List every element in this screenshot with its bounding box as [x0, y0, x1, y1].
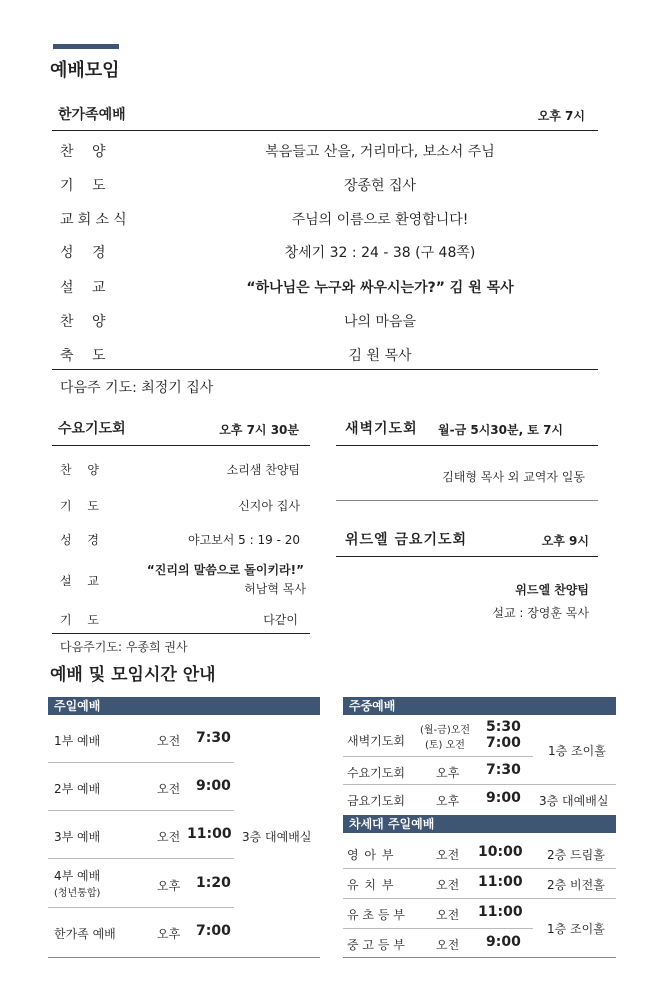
weekday-row-ampm: 오후 — [436, 794, 460, 808]
weekday-row-time: 5:30 — [486, 719, 521, 735]
friday-time: 오후 9시 — [541, 534, 589, 548]
nextgen-row-name: 영 아 부 — [347, 848, 395, 862]
family-row-label: 교회소식 — [60, 212, 131, 228]
row-divider — [343, 756, 533, 757]
friday-sermon: 설교 : 장영훈 목사 — [492, 606, 589, 620]
weekday-row-time: 7:30 — [486, 762, 521, 778]
sunday-row-time: 7:30 — [196, 730, 231, 746]
family-row-label: 축 도 — [60, 348, 113, 364]
row-divider — [343, 784, 616, 785]
family-row-value: 장종현 집사 — [343, 178, 417, 194]
sunday-row-time: 1:20 — [196, 875, 231, 891]
row-divider — [343, 928, 533, 929]
weekday-row-name: 금요기도회 — [347, 794, 405, 808]
wednesday-row-label: 찬 양 — [60, 463, 105, 477]
wednesday-time: 오후 7시 30분 — [219, 423, 299, 437]
weekday-place-joyhall: 1층 조이홀 — [548, 744, 606, 758]
family-worship-rule-top — [52, 130, 598, 131]
sunday-row-name: 3부 예배 — [54, 830, 101, 844]
nextgen-row-ampm: 오전 — [436, 908, 460, 922]
weekday-header: 주중예배 — [343, 697, 616, 715]
sunday-row-ampm: 오후 — [157, 927, 181, 941]
weekday-place: 3층 대예배실 — [539, 794, 609, 808]
weekday-row-time2: 7:00 — [486, 735, 521, 751]
wednesday-row-label: 성 경 — [60, 533, 105, 547]
sunday-row-ampm: 오후 — [157, 879, 181, 893]
family-row-value: 나의 마음을 — [343, 314, 417, 330]
family-next-prayer: 다음주 기도: 최정기 집사 — [60, 380, 214, 396]
sunday-row-time: 7:00 — [196, 923, 231, 939]
dawn-rule-bottom — [336, 500, 598, 501]
sunday-row-name: 한가족 예배 — [54, 927, 116, 941]
wednesday-next-prayer: 다음주기도: 우종희 권사 — [60, 640, 188, 654]
family-worship-title: 한가족예배 — [58, 107, 126, 123]
nextgen-row-time: 11:00 — [478, 874, 523, 890]
sunday-header: 주일예배 — [48, 697, 320, 715]
sunday-row-time: 11:00 — [187, 826, 232, 842]
wednesday-row-label: 기 도 — [60, 499, 105, 513]
weekday-row-name: 새벽기도회 — [347, 734, 405, 748]
sunday-row-ampm: 오전 — [157, 782, 181, 796]
family-row-value: 복음들고 산을, 거리마다, 보소서 주님 — [265, 144, 495, 160]
row-divider — [343, 868, 616, 869]
family-row-label: 찬 양 — [60, 144, 113, 160]
section-title-schedule: 예배 및 모임시간 안내 — [50, 665, 216, 685]
friday-title: 위드엘 금요기도회 — [345, 532, 468, 548]
row-divider — [48, 858, 234, 859]
nextgen-row-ampm: 오전 — [436, 878, 460, 892]
sunday-row-ampm: 오전 — [157, 830, 181, 844]
nextgen-row-ampm: 오전 — [436, 848, 460, 862]
family-worship-time: 오후 7시 — [537, 109, 585, 123]
dawn-title: 새벽기도회 — [345, 421, 418, 437]
family-row-label: 기 도 — [60, 178, 113, 194]
family-row-label: 설 교 — [60, 280, 113, 296]
nextgen-row-name: 유 치 부 — [347, 878, 395, 892]
nextgen-row-place: 2층 드림홀 — [547, 848, 605, 862]
wednesday-row-label: 설 교 — [60, 574, 105, 588]
family-row-label: 찬 양 — [60, 314, 113, 330]
row-divider — [48, 810, 234, 811]
nextgen-row-name: 유 초 등 부 — [347, 908, 405, 922]
weekday-row-time: 9:00 — [486, 790, 521, 806]
weekday-row-ampm2: (토) 오전 — [425, 740, 465, 751]
nextgen-table-bottom — [343, 957, 616, 958]
sunday-row-time: 9:00 — [196, 778, 231, 794]
sunday-row-name: 4부 예배 — [54, 869, 101, 883]
family-row-label: 성 경 — [60, 245, 113, 261]
nextgen-row-time: 10:00 — [478, 844, 523, 860]
wednesday-row-label: 기 도 — [60, 613, 105, 627]
section-accent-bar — [53, 44, 119, 49]
row-divider — [48, 762, 234, 763]
sunday-place: 3층 대예배실 — [242, 830, 312, 844]
section-title-worship: 예배모임 — [50, 60, 120, 81]
dawn-rule-top — [336, 445, 598, 446]
wednesday-row-value: 다같이 — [263, 613, 298, 627]
nextgen-row-time: 9:00 — [486, 934, 521, 950]
sunday-row-ampm: 오전 — [157, 734, 181, 748]
wednesday-rule-top — [52, 445, 310, 446]
nextgen-row-name: 중 고 등 부 — [347, 938, 405, 952]
family-row-value: 주님의 이름으로 환영합니다! — [291, 212, 469, 228]
wednesday-rule-bottom — [52, 633, 310, 634]
sunday-row-name: 2부 예배 — [54, 782, 101, 796]
wednesday-title: 수요기도회 — [58, 421, 126, 437]
nextgen-row-time: 11:00 — [478, 904, 523, 920]
friday-rule-top — [336, 556, 598, 557]
family-row-value: 김 원 목사 — [348, 348, 412, 364]
nextgen-place-joyhall: 1층 조이홀 — [547, 922, 605, 936]
row-divider — [343, 898, 616, 899]
weekday-row-ampm: (월-금)오전 — [420, 725, 471, 736]
family-worship-rule-bottom — [52, 369, 598, 370]
family-sermon-value: “하나님은 누구와 싸우시는가?” 김 원 목사 — [246, 280, 514, 296]
weekday-row-ampm: 오후 — [436, 766, 460, 780]
wednesday-preacher: 허남혁 목사 — [244, 582, 306, 596]
dawn-time: 월-금 5시30분, 토 7시 — [438, 423, 564, 437]
dawn-desc: 김태형 목사 외 교역자 일동 — [442, 470, 585, 484]
family-row-value: 창세기 32 : 24 - 38 (구 48쪽) — [284, 245, 476, 261]
nextgen-header: 차세대 주일예배 — [343, 815, 616, 833]
nextgen-row-ampm: 오전 — [436, 938, 460, 952]
wednesday-row-value: 소리샘 찬양팀 — [226, 463, 300, 477]
sunday-table-bottom — [48, 957, 320, 958]
wednesday-row-value: 야고보서 5 : 19 - 20 — [188, 533, 300, 547]
weekday-row-name: 수요기도회 — [347, 766, 405, 780]
nextgen-row-place: 2층 비전홀 — [547, 878, 605, 892]
sunday-row-sub: (청년통합) — [54, 888, 101, 899]
friday-team: 위드엘 찬양팀 — [515, 583, 589, 597]
wednesday-row-value: 신지아 집사 — [238, 499, 300, 513]
wednesday-sermon-title: “진리의 말씀으로 돌이키라!” — [146, 563, 304, 577]
row-divider — [48, 907, 234, 908]
sunday-row-name: 1부 예배 — [54, 734, 101, 748]
